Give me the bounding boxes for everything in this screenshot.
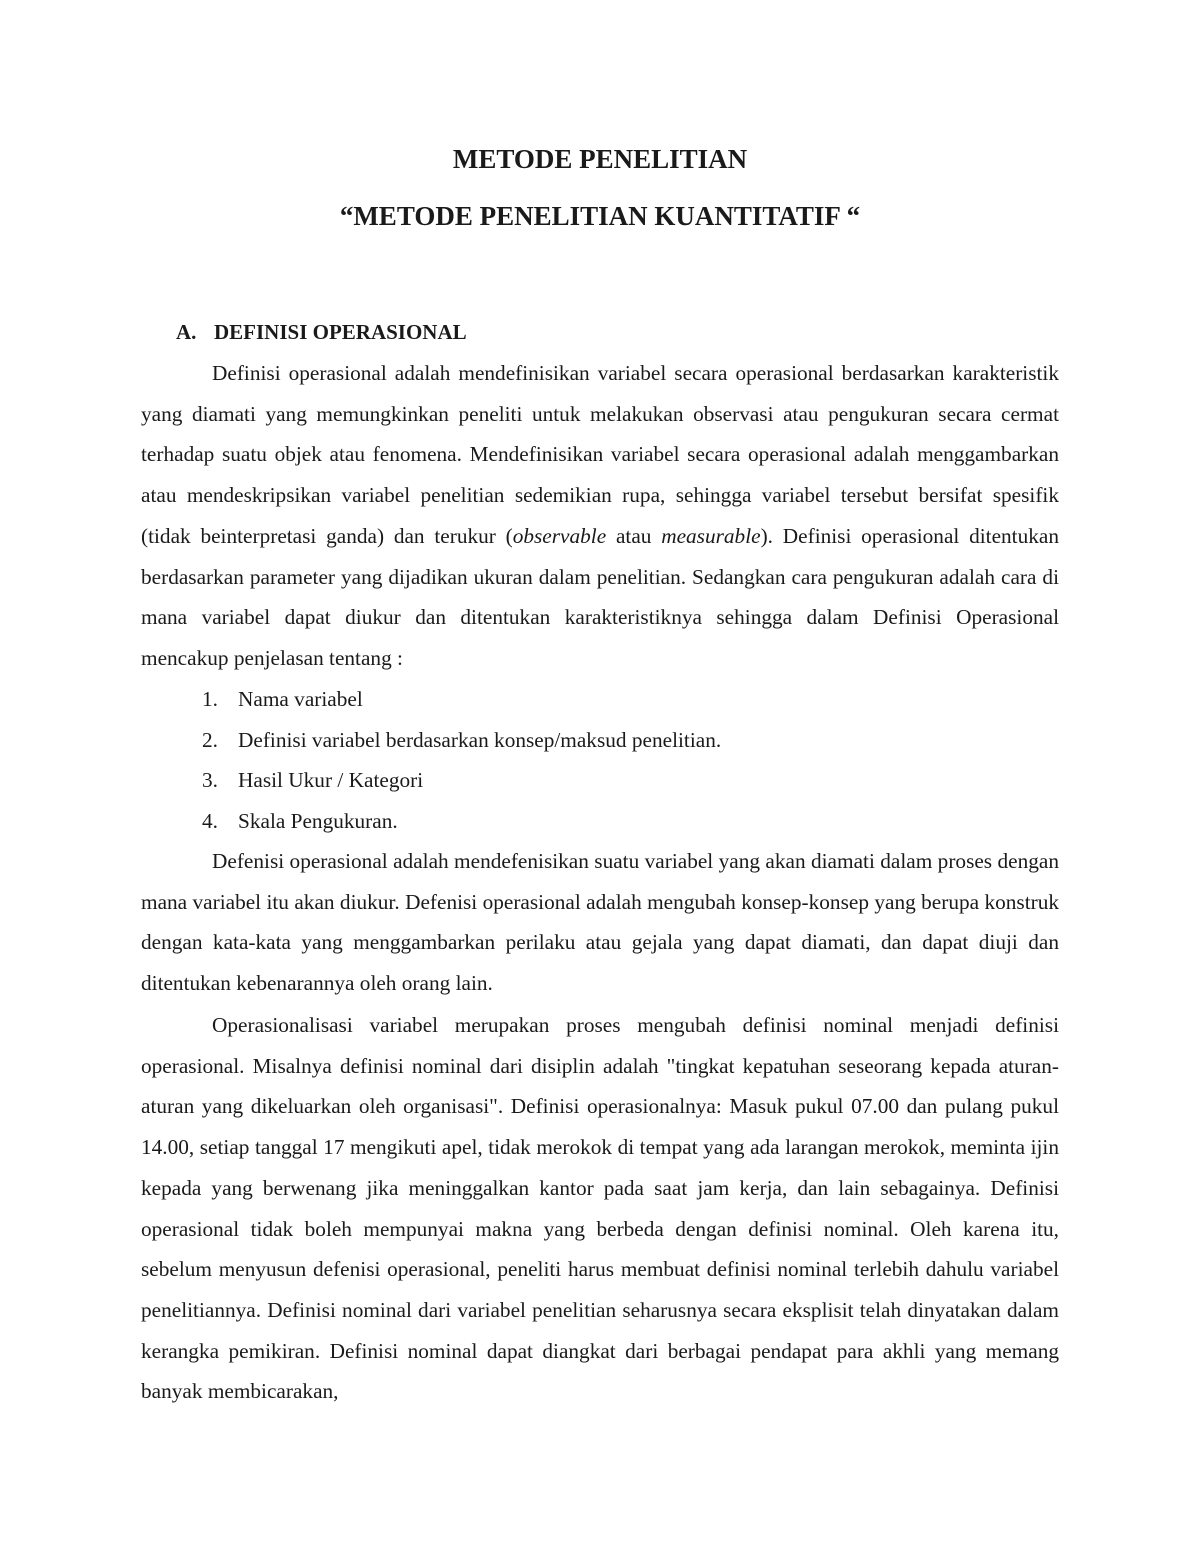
list-number: 3.: [202, 768, 218, 793]
paragraph-text: Definisi operasional adalah mendefinisikan variabel secara operasional berdasarkan karakteristik yang diamati yang memungkinkan peneliti untuk melakukan observasi atau pengukuran secara cermat terhadap suatu objek atau fenomena. Mendefinisikan variabel secara operasional adalah menggambarkan atau mendeskripsikan variabel penelitian sedemikian rupa, sehingga variabel tersebut bersifat spesifik (tidak beinterpretasi ganda) dan terukur (: [141, 361, 1059, 548]
paragraph-definition: [141, 353, 1059, 679]
section-heading-text: DEFINISI OPERASIONAL: [214, 320, 467, 344]
list-text: Definisi variabel berdasarkan konsep/maksud penelitian.: [238, 727, 722, 752]
section-heading: [176, 318, 467, 346]
term-measurable: measurable: [661, 523, 761, 548]
paragraph-operasionalisasi: Operasionalisasi variabel merupakan proses mengubah definisi nominal menjadi definisi operasional. Misalnya definisi nominal dari disiplin adalah "tingkat kepatuhan seseorang kepada aturan-aturan yang dikeluarkan oleh organisasi". Definisi operasionalnya: Masuk pukul 07.00 dan pulang pukul 14.00, setiap tanggal 17 mengikuti apel, tidak merokok di tempat yang ada larangan merokok, meminta ijin kepada yang berwenang jika meninggalkan kantor pada saat jam kerja, dan lain sebagainya. Definisi operasional tidak boleh mempunyai makna yang berbeda dengan definisi nominal. Oleh karena itu, sebelum menyusun defenisi operasional, peneliti harus membuat definisi nominal terlebih dahulu variabel penelitiannya. Definisi nominal dari variabel penelitian seharusnya secara eksplisit telah dinyatakan dalam kerangka pemikiran. Definisi nominal dapat diangkat dari berbagai pendapat para akhli yang memang banyak membicarakan,: [141, 1013, 1059, 1404]
document-subtitle: “METODE PENELITIAN KUANTITATIF “: [339, 201, 861, 231]
paragraph-text: ). Definisi operasional ditentukan berdasarkan parameter yang dijadikan ukuran dalam penelitian. Sedangkan cara pengukuran adalah cara di mana variabel dapat diukur dan ditentukan karakteristiknya sehingga dalam Definisi Operasional mencakup penjelasan tentang :: [141, 523, 1059, 670]
list-number: 4.: [202, 809, 218, 834]
list-text: Hasil Ukur / Kategori: [238, 768, 424, 793]
section-letter: A.: [176, 320, 197, 344]
list-number: 2.: [202, 727, 218, 752]
list-text: Skala Pengukuran.: [238, 809, 398, 834]
list-number: 1.: [202, 687, 218, 711]
term-observable: observable: [512, 523, 607, 548]
paragraph-text: atau: [606, 523, 662, 548]
list-text: Nama variabel: [238, 687, 363, 711]
paragraph-defenisi: Defenisi operasional adalah mendefenisikan suatu variabel yang akan diamati dalam proses dengan mana variabel itu akan diukur. Defenisi operasional adalah mengubah konsep-konsep yang berupa konstruk dengan kata-kata yang menggambarkan perilaku atau gejala yang dapat diamati, dan dapat diuji dan ditentukan kebenarannya oleh orang lain.: [141, 849, 1059, 996]
document-title: METODE PENELITIAN: [452, 144, 748, 174]
